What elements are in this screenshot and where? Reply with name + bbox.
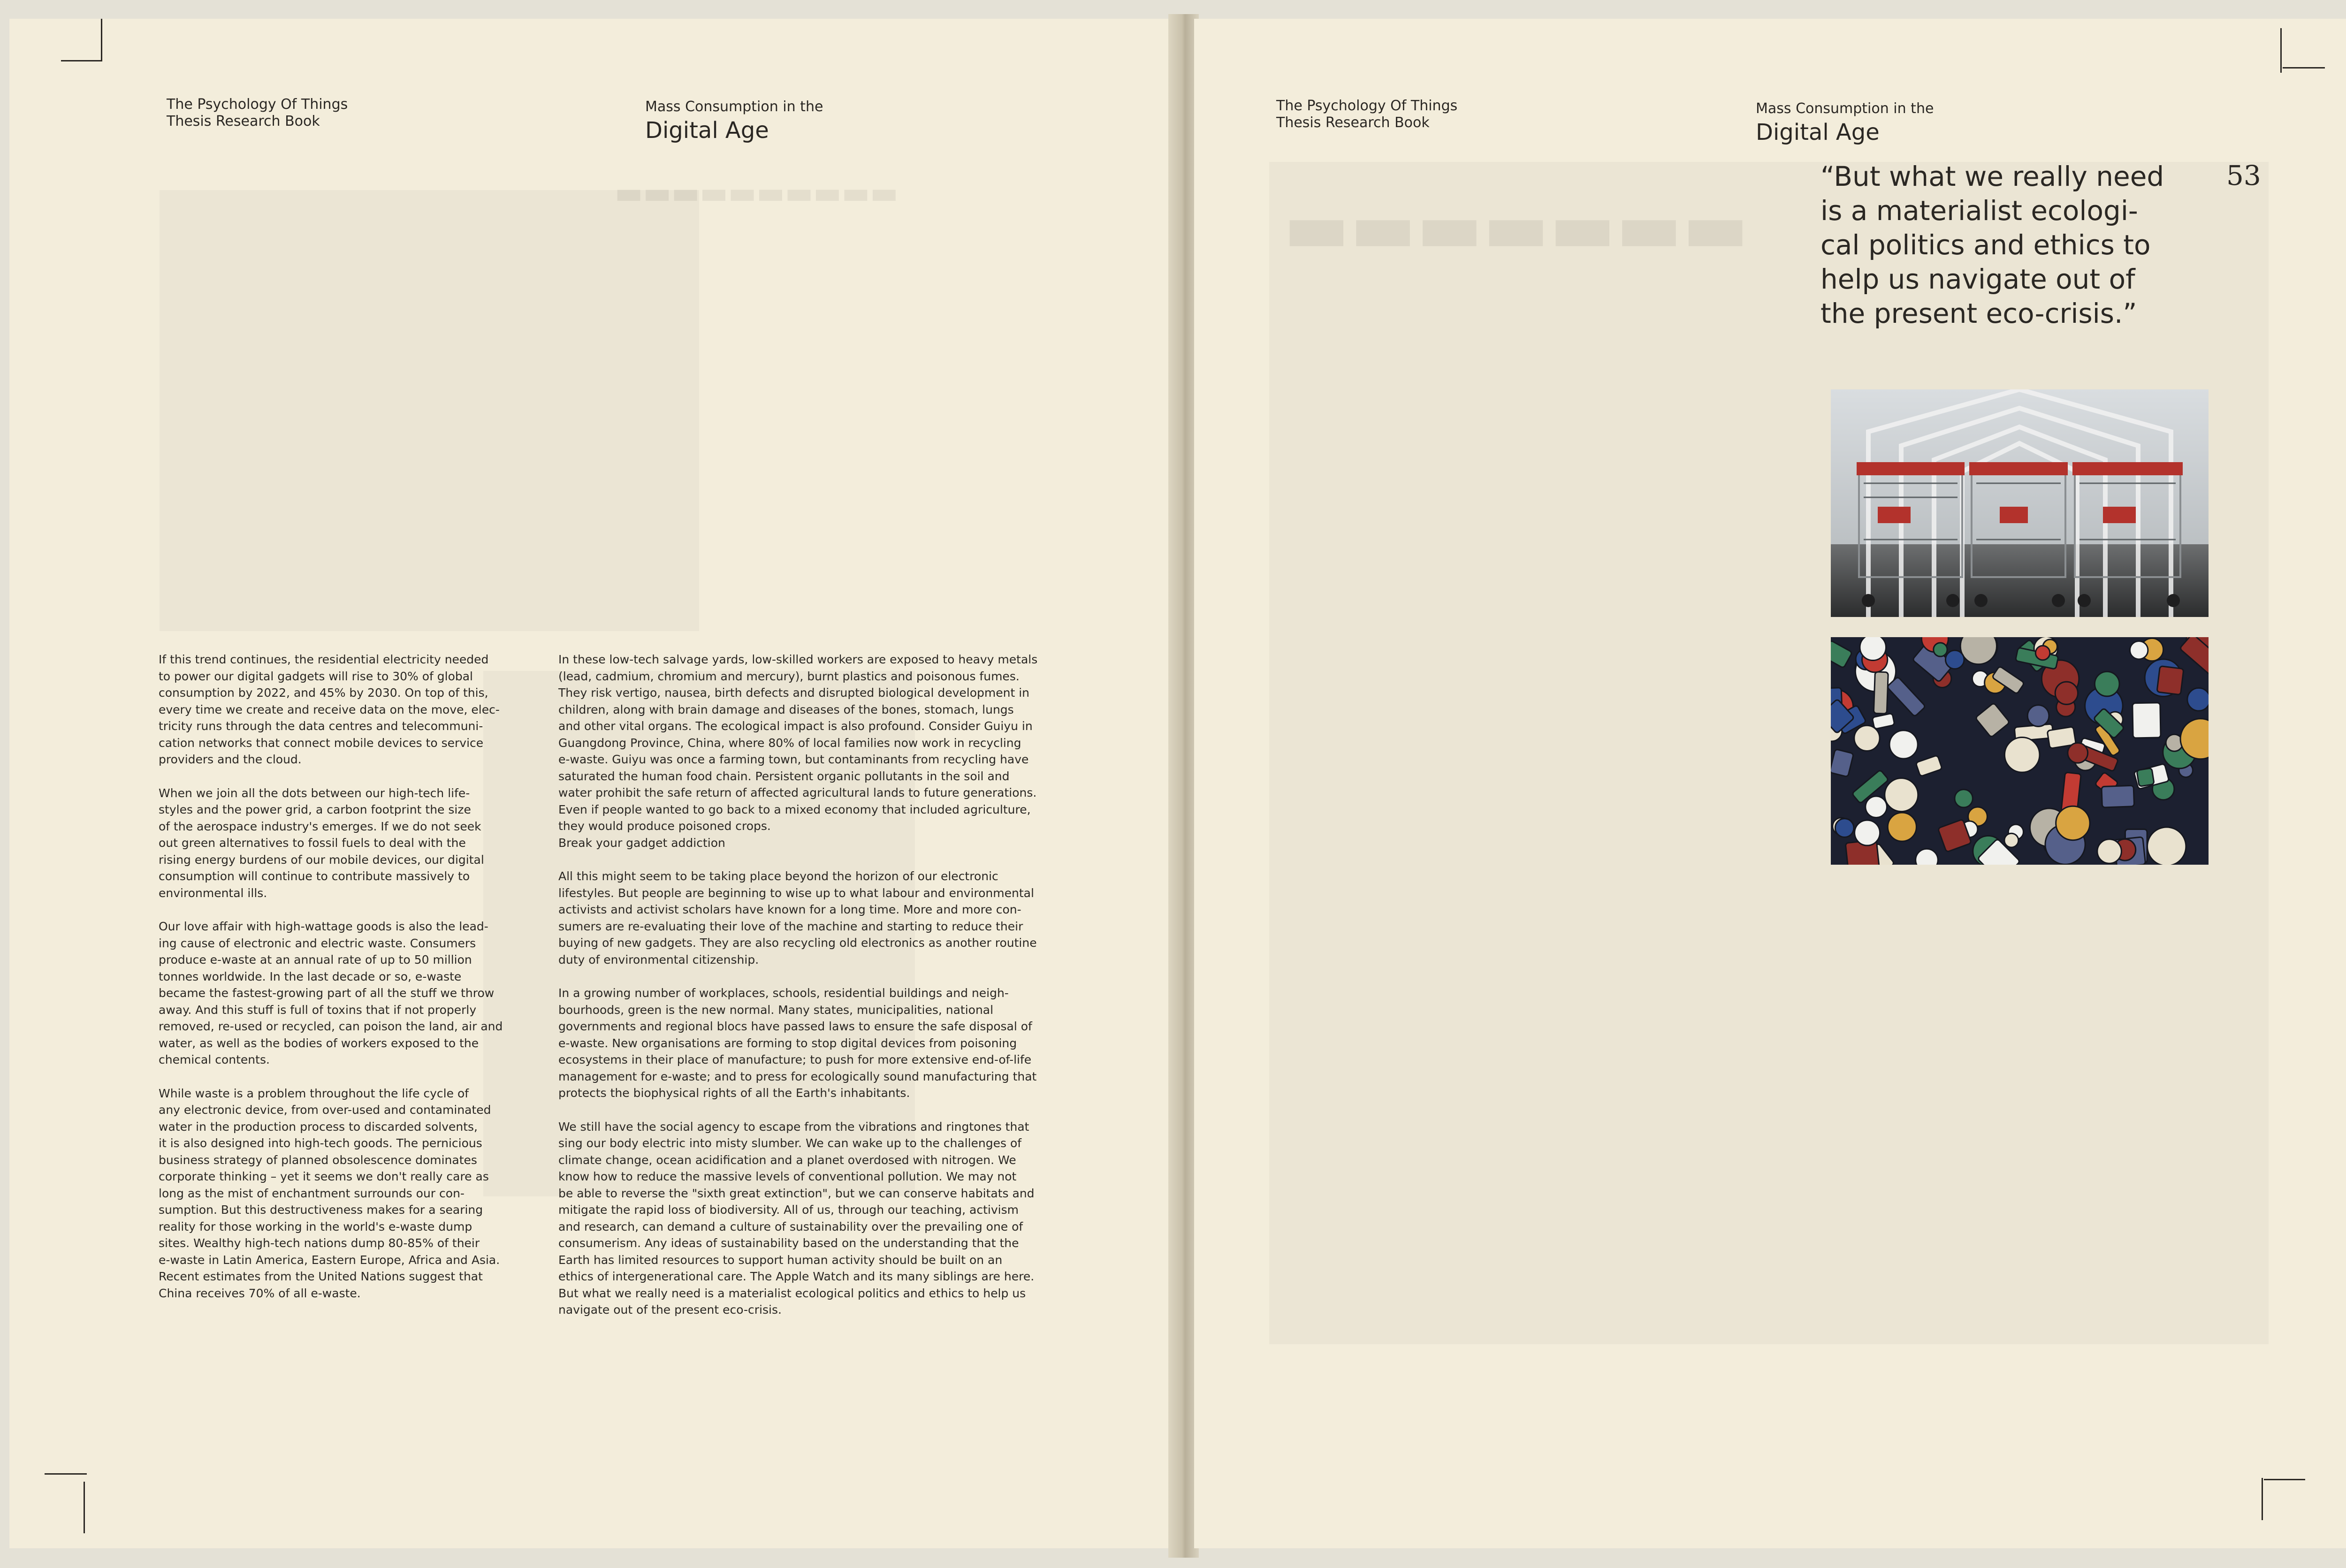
section-title: Digital Age — [1756, 119, 1880, 145]
patches-pile-photo — [1831, 637, 2209, 865]
crop-mark — [84, 1482, 85, 1533]
shopping-carts-photo-icon — [1831, 389, 2209, 617]
patch — [2097, 839, 2121, 863]
paragraph: When we join all the dots between our high-tech life- styles and the power grid, a carbon footprint the size of the aerospace industry's emerges. If we do not seek out green alternatives to fossil fuels to deal with the rising energy burdens of our mobile devices, our digital consumption will continue to contribute massively to environmental ills. — [159, 786, 484, 900]
patch — [1955, 790, 1973, 807]
pull-quote: “But what we really need is a materialist ecologi- cal politics and ethics to help us navigate out of the present eco-crisis.” — [1820, 160, 2164, 329]
patches-pile-photo-icon — [1831, 637, 2209, 865]
patch — [2133, 703, 2161, 738]
patch — [1889, 731, 1918, 759]
body-column-1 — [159, 651, 557, 1318]
patch — [2004, 833, 2018, 847]
patch — [1835, 819, 1854, 837]
book-title: The Psychology Of Things Thesis Research Book — [167, 96, 348, 129]
paragraph: In these low-tech salvage yards, low-skilled workers are exposed to heavy metals (lead, cadmium, chromium and mercury), burnt plastics and poisonous fumes. They risk vertigo, nausea, birth defects and disrupted biological development in children, along with brain damage and diseases of the bones, stomach, lungs and other vital organs. The ecological impact is also profound. Consider Guiyu in Guangdong Province, China, where 80% of local families now work in recycling e-waste. Guiyu was once a farming town, but contaminants from recycling have saturated the human food chain. Persistent organic pollutants in the soil and water prohibit the safe return of affected agricultural lands to future generations. Even if people wanted to go back to a mixed economy that included agriculture, they would produce poisoned crops. — [558, 653, 1038, 833]
show-through-heading: ▬▬▬▬▬▬▬▬▬▬ — [615, 176, 899, 211]
crop-mark — [2264, 1479, 2305, 1480]
crop-mark — [101, 19, 102, 61]
paragraph: While waste is a problem throughout the life cycle of any electronic device, from over-used and contaminated water in the production process to discarded solvents, it is also designed into high-tech goods. The pernicious business strategy of planned obsolescence dominates corporate thinking – yet it seems we don't really care as long as the mist of enchantment surrounds our con- sumption. But this destructiveness makes for a searing reality for those working in the world's e-waste dump sites. Wealthy high-tech nations dump 80-85% of their e-waste in Latin America, Eastern Europe, Africa and Asia. Recent estimates from the United Nations suggest that China receives 70% of all e-waste. — [159, 1086, 500, 1300]
paragraph: In a growing number of workplaces, schools, residential buildings and neigh- bourhoods, green is the new normal. Many states, municipalities, national governments and regional blocs have passed laws to ensure the safe disposal of e-waste. New organisations are forming to stop digital devices from poisoning ecosystems in their place of manufacture; to push for more extensive end-of-life management for e-waste; and to press for ecologically sound manufacturing that protects the biophysical rights of all the Earth's inhabitants. — [558, 986, 1037, 1100]
paragraph: All this might seem to be taking place beyond the horizon of our electronic lifestyles. But people are beginning to wise up to what labour and environmental activists and activist scholars have known for a long time. More and more con- sumers are re-evaluating their love of the machine and starting to reduce their buying of new gadgets. They are also recycling old electronics as another routine duty of environmental citizenship. — [558, 869, 1037, 967]
patch — [2035, 646, 2050, 660]
right-page — [1194, 19, 2346, 1548]
patch — [1888, 813, 1916, 841]
patch — [2095, 671, 2119, 696]
patch — [2187, 688, 2209, 711]
patch — [2004, 738, 2040, 773]
patch — [2148, 827, 2186, 865]
crop-mark — [45, 1473, 87, 1475]
shopping-carts-photo — [1831, 389, 2209, 617]
crop-mark — [2262, 1478, 2263, 1520]
patch — [1866, 796, 1887, 818]
section-kicker: Mass Consumption in the — [1756, 100, 1934, 117]
paragraph: We still have the social agency to escape from the vibrations and ringtones that sing our body electric into misty slumber. We can wake up to the challenges of climate change, ocean acidification and a planet overdosed with nitrogen. We know how to reduce the massive levels of conventional pollution. We may not be able to reverse the "sixth great extinction", but we can conserve habitats and mitigate the rapid loss of biodiversity. All of us, through our teaching, activism and research, can demand a culture of sustainability over the prevailing one of consumerism. Any ideas of sustainability based on the understanding that the Earth has limited resources to support human activity should be built on an ethics of intergenerational care. The Apple Watch and its many siblings are here. But what we really need is a materialist ecological politics and ethics to help us navigate out of the present eco-crisis. — [558, 1119, 1035, 1317]
patch — [2102, 785, 2134, 807]
patch — [2137, 768, 2154, 786]
patch — [1945, 650, 1964, 669]
patch — [1916, 849, 1938, 865]
patch — [2130, 641, 2148, 659]
crop-mark — [2283, 67, 2325, 69]
section-kicker: Mass Consumption in the — [645, 99, 823, 115]
page-number: 53 — [2226, 160, 2261, 191]
patch — [1854, 725, 1880, 751]
patch — [1855, 820, 1880, 845]
crop-mark — [61, 60, 102, 61]
paragraph: Our love affair with high-wattage goods is also the lead- ing cause of electronic and electric waste. Consumers produce e-waste at an annual rate of up to 50 million tonnes worldwide. In the last decade or so, e-waste became the fastest-growing part of all the stuff we throw away. And this stuff is full of toxins that if not properly removed, re-used or recycled, can poison the land, air and water, as well as the bodies of workers exposed to the chemical contents. — [159, 920, 503, 1066]
section-title: Digital Age — [645, 117, 769, 144]
patch — [2056, 806, 2090, 840]
body-column-2 — [558, 651, 1112, 1335]
patch — [1860, 637, 1886, 661]
subhead: Break your gadget addiction — [558, 836, 725, 850]
patch — [2027, 705, 2049, 727]
show-through-heading: ▬▬▬▬▬▬▬ — [1283, 187, 1749, 268]
patch — [1874, 672, 1888, 714]
patch — [2068, 743, 2088, 763]
show-through-image — [160, 190, 699, 631]
patch — [1934, 643, 1947, 656]
patch — [2157, 666, 2184, 694]
patch — [2055, 682, 2078, 704]
patch — [1885, 778, 1918, 812]
book-title: The Psychology Of Things Thesis Research Book — [1276, 98, 1458, 131]
left-page — [9, 19, 1178, 1548]
paragraph: If this trend continues, the residential electricity needed to power our digital gadgets will rise to 30% of global consumption by 2022, and 45% by 2030. On top of this, every time we create and receive data on the move, elec- tricity runs through the data centres and telecommuni- cation networks that connect mobile devices to service providers and the cloud. — [159, 653, 500, 766]
crop-mark — [2280, 28, 2282, 73]
